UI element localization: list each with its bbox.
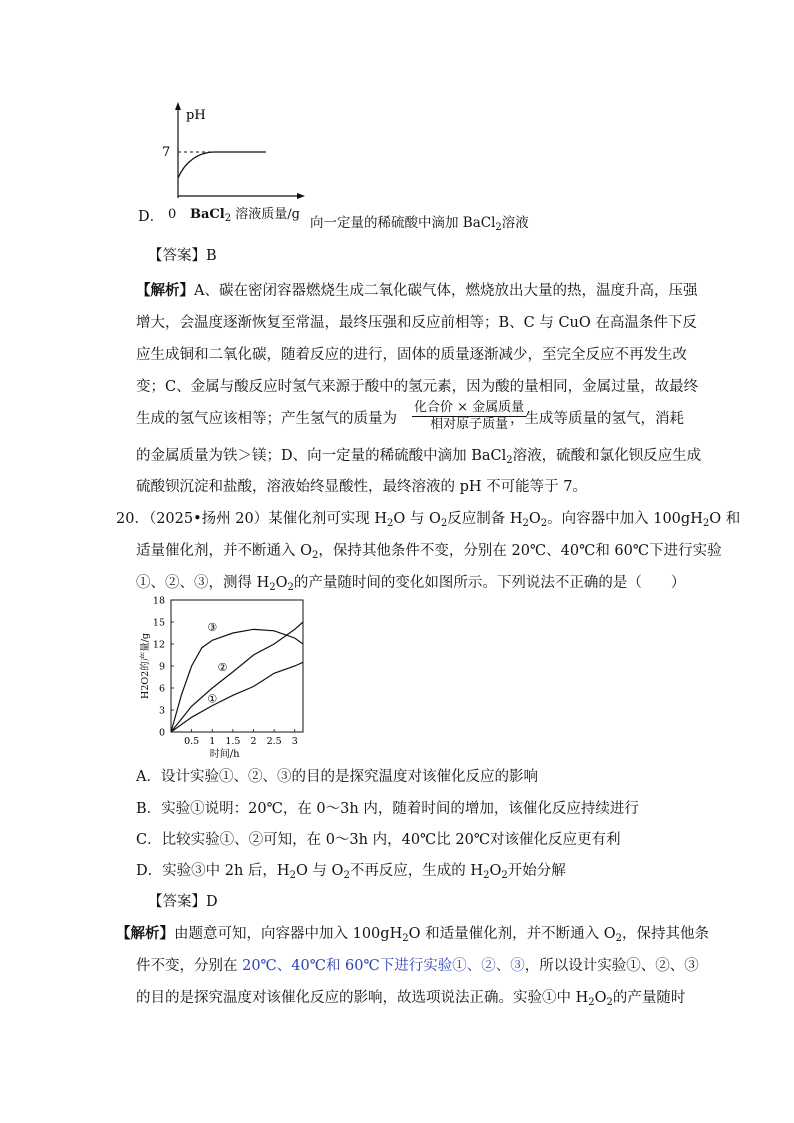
ph-graph — [160, 100, 310, 215]
series-label-2: ② — [217, 661, 228, 675]
q20-line-1: 20．（2025•扬州 20）某催化剂可实现 $H_2O$ 与 $O_2$反应制备 $H_2O_2$。向容器中加入 $100gH_2O$ 和 — [116, 511, 741, 529]
ph-origin-label: 0 — [168, 207, 177, 222]
analysis-19-line-3: 应生成铜和二氧化碳，随着反应的进行，固体的质量逐渐减少，至完全反应不再发生改 — [136, 347, 687, 363]
analysis-19-line-7: 硫酸钡沉淀和盐酸，溶液始终显酸性，最终溶液的 pH 不可能等于 7。 — [136, 479, 587, 495]
y-axis-title: H2O2的产量/g — [140, 633, 151, 699]
mass-fraction: 化合价 × 金属质量 相对原子质量 — [414, 400, 525, 432]
ph-axis-label: pH — [186, 108, 206, 123]
y-tick-label: 0 — [158, 727, 165, 739]
x-tick-label: 1.5 — [225, 736, 241, 747]
y-tick-label: 3 — [158, 705, 165, 717]
option-d-caption: 向一定量的稀硫酸中滴加 BaCl$_2$溶液 — [310, 215, 529, 233]
y-tick-label: 6 — [158, 683, 165, 695]
answer-19: 【答案】B — [148, 248, 217, 264]
answer-20: 【答案】D — [148, 894, 218, 910]
ph-tick-7: 7 — [162, 145, 171, 160]
option-d-line: D． — [138, 209, 165, 225]
analysis-19-line-5b: ，生成等质量的氢气，消耗 — [510, 411, 684, 427]
analysis-20-line-2: 件不变，分别在 20℃、40℃和 60℃下进行实验①、②、③，所以设计实验①、②、③ — [136, 958, 699, 974]
x-tick-label: 2.5 — [266, 736, 282, 747]
ph-x-axis-label: BaCl$_2$ 溶液质量/g — [190, 207, 300, 224]
chart-frame — [171, 600, 303, 732]
analysis-19-line-4: 变；C、金属与酸反应时氢气来源于酸中的氢元素，因为酸的量相同，金属过量，故最终 — [136, 379, 699, 395]
q20-option-b: B．实验①说明：20℃，在 0～3h 内，随着时间的增加，该催化反应持续进行 — [136, 801, 639, 817]
x-tick-label: 3 — [291, 736, 298, 747]
x-tick-label: 1 — [209, 736, 216, 747]
h2o2-yield-chart — [135, 592, 310, 762]
analysis-19-line-2: 增大，会温度逐渐恢复至常温，最终压强和反应前相等；B、C 与 CuO 在高温条件下反 — [136, 315, 697, 331]
y-tick-label: 12 — [152, 639, 165, 651]
q20-line-3: ①、②、③，测得 $H_2O_2$的产量随时间的变化如图所示。下列说法不正确的是（ ） — [136, 575, 686, 593]
y-tick-label: 18 — [152, 595, 165, 607]
y-tick-label: 15 — [152, 617, 165, 629]
x-axis-title: 时间/h — [209, 749, 240, 760]
series-line-2 — [171, 622, 303, 732]
q20-option-d: D．实验③中 2h 后，$H_2O$ 与 $O_2$不再反应，生成的 $H_2O_2$开始分解 — [136, 863, 566, 881]
analysis-19-line-5a: 生成的氢气应该相等；产生氢气的质量为 — [136, 411, 397, 427]
q20-line-2: 适量催化剂，并不断通入 $O_2$，保持其他条件不变，分别在 20℃、40℃和 60℃下进行实验 — [136, 543, 722, 561]
analysis-19-line-6: 的金属质量为铁＞镁；D、向一定量的稀硫酸中滴加 BaCl$_2$溶液，硫酸和氯化钡反应生成 — [136, 448, 702, 466]
series-line-3 — [171, 629, 303, 732]
series-label-3: ③ — [207, 620, 218, 634]
q20-option-a: A．设计实验①、②、③的目的是探究温度对该催化反应的影响 — [136, 769, 538, 785]
analysis-20-line-1: 【解析】由题意可知，向容器中加入 $100gH_2O$ 和适量催化剂，并不断通入 $O_2$，保持其他条 — [116, 925, 709, 944]
series-label-1: ① — [207, 692, 218, 706]
series-line-1 — [171, 662, 303, 732]
q20-option-c: C．比较实验①、②可知，在 0～3h 内，40℃比 20℃对该催化反应更有利 — [136, 832, 621, 848]
analysis-19-line-1: 【解析】A、碳在密闭容器燃烧生成二氧化碳气体，燃烧放出大量的热，温度升高，压强 — [136, 282, 698, 299]
x-tick-label: 0.5 — [184, 736, 200, 747]
analysis-20-line-3: 的目的是探究温度对该催化反应的影响，故选项说法正确。实验①中 $H_2O_2$的产量随时 — [136, 990, 686, 1008]
y-tick-label: 9 — [158, 661, 165, 673]
x-tick-label: 2 — [250, 736, 257, 747]
